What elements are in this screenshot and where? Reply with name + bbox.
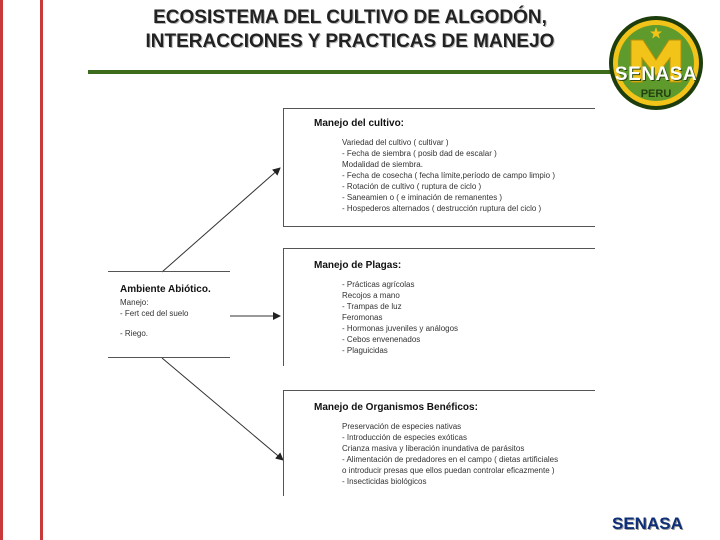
target-item: - Hormonas juveniles y análogos	[342, 324, 459, 333]
source-bottom-line	[108, 357, 230, 358]
source-item: - Fert ced del suelo	[120, 309, 189, 318]
source-panel-ambiente-abiotico	[120, 284, 211, 339]
target-title: Manejo de Organismos Benéficos:	[314, 402, 478, 413]
target-title: Manejo del cultivo:	[314, 118, 405, 129]
target-item: Crianza masiva y liberación inundativa de parásitos	[342, 444, 525, 453]
source-title: Ambiente Abiótico.	[120, 284, 211, 295]
target-title: Manejo de Plagas:	[314, 260, 402, 271]
target-item: - Rotación de cultivo ( ruptura de ciclo )	[342, 182, 482, 191]
page-title-line-1: ECOSISTEMA DEL CULTIVO DE ALGODÓN,	[153, 7, 547, 28]
target-panel-manejo-cultivo	[314, 118, 555, 214]
page-title-line-2: INTERACCIONES Y PRACTICAS DE MANEJO	[145, 31, 555, 52]
target-item: Feromonas	[342, 313, 383, 322]
target-item: - Introducción de especies exóticas	[342, 433, 467, 442]
logo-country: PERU	[640, 88, 672, 100]
target-1-bottom-line	[283, 226, 595, 227]
target-panel-manejo-plagas	[314, 260, 458, 356]
target-item: - Cebos envenenados	[342, 335, 421, 344]
target-item: o introducir presas que ellos puedan controlar eficazmente )	[342, 466, 555, 475]
source-subtitle: Manejo:	[120, 298, 149, 307]
arrow-to-manejo-cultivo	[162, 168, 280, 272]
target-item: - Prácticas agrícolas	[342, 280, 415, 289]
target-1-left-border	[283, 108, 284, 226]
target-item: Modalidad de siembra.	[342, 160, 423, 169]
target-item: - Hospederos alternados ( destrucción ruptura del ciclo )	[342, 204, 542, 213]
target-2-top-line	[283, 248, 595, 249]
target-2-left-border	[283, 248, 284, 366]
source-top-line	[108, 271, 230, 272]
target-1-top-line	[283, 108, 595, 109]
target-3-left-border	[283, 390, 284, 496]
target-item: - Trampas de luz	[342, 302, 402, 311]
footer-brand: SENASA	[612, 514, 683, 533]
logo-name: SENASA	[614, 64, 698, 85]
target-item: - Fecha de siembra ( posib dad de escalar )	[342, 149, 497, 158]
target-item: - Fecha de cosecha ( fecha límite,período de campo limpio )	[342, 171, 555, 180]
target-item: - Saneamien o ( e iminación de remanentes )	[342, 193, 503, 202]
target-item: - Insecticidas biológicos	[342, 477, 427, 486]
target-item: Recojos a mano	[342, 291, 400, 300]
target-item: - Alimentación de predadores en el campo ( dietas artificiales	[342, 455, 559, 464]
target-item: Variedad del cultivo ( cultivar )	[342, 138, 449, 147]
target-item: - Plaguicidas	[342, 346, 388, 355]
source-item: - Riego.	[120, 329, 149, 338]
target-item: Preservación de especies nativas	[342, 422, 462, 431]
arrow-to-organismos-beneficos	[162, 358, 283, 460]
target-3-top-line	[283, 390, 595, 391]
target-panel-organismos-beneficos	[314, 402, 558, 487]
